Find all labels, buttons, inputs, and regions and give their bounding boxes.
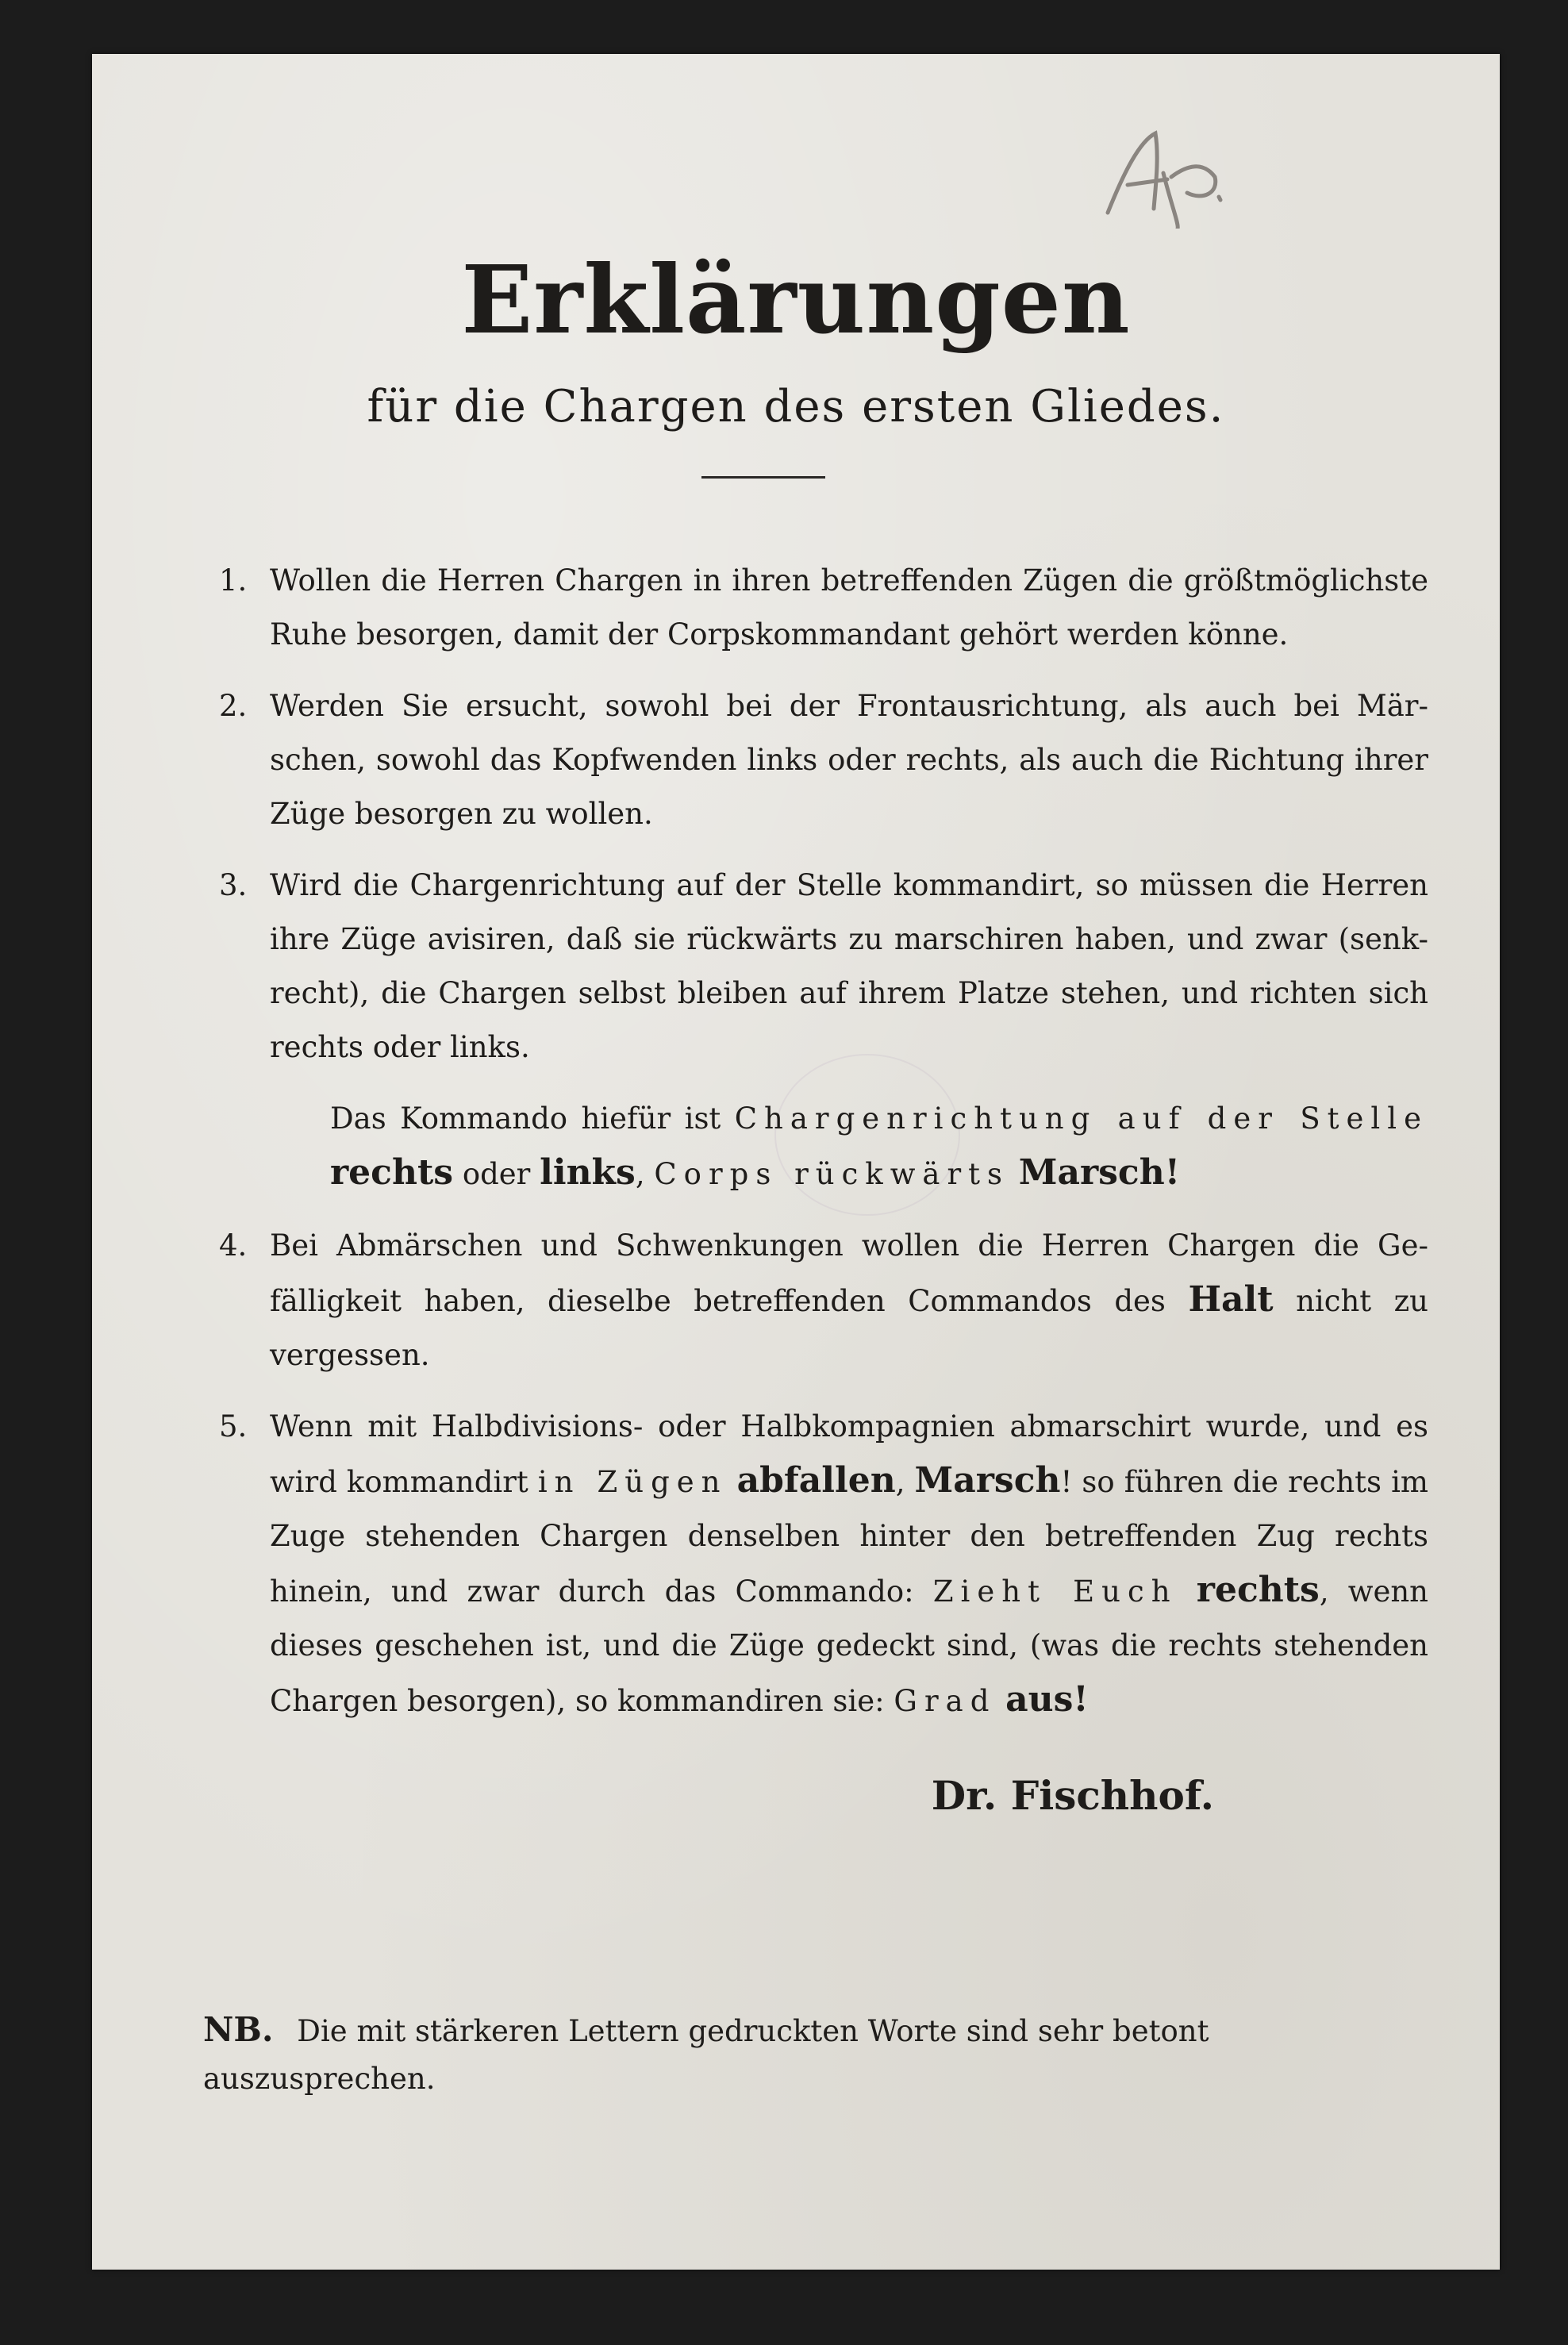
item-text: Wollen die Herren Chargen in ihren betreffenden Zügen die größtmöglichste Ruhe besorgen, damit der Corpskommandant gehört werden könne. — [270, 563, 1428, 652]
document-body — [219, 554, 1428, 1746]
item-number: 3. — [219, 868, 248, 902]
nb-label: NB. — [203, 2010, 274, 2049]
cmd-emphasis: links — [540, 1152, 636, 1193]
item-number: 5. — [219, 1409, 248, 1444]
cmd-text: , — [635, 1157, 645, 1191]
list-item — [219, 859, 1428, 1074]
command-paragraph — [219, 1092, 1428, 1201]
item-text: nicht zu vergessen. — [270, 1284, 1428, 1372]
item-number: 1. — [219, 563, 248, 598]
item-number: 2. — [219, 689, 248, 723]
signature-text: Dr. Fischhof. — [931, 1772, 1214, 1819]
item-number: 4. — [219, 1228, 248, 1263]
cmd-text: Das Kommando hiefür ist — [330, 1101, 721, 1136]
list-item — [219, 1400, 1428, 1728]
item-spaced: Zieht Euch — [932, 1574, 1178, 1609]
cmd-text: oder — [462, 1157, 531, 1191]
page-subtitle: für die Chargen des ersten Gliedes. — [367, 381, 1225, 432]
pencil-note-text: Ap. — [1100, 117, 1101, 118]
item-emphasis: rechts — [1196, 1570, 1320, 1610]
list-item — [219, 1219, 1428, 1382]
cmd-spaced: Chargenrichtung auf der Stelle — [734, 1101, 1428, 1136]
pencil-annotation — [1100, 117, 1243, 229]
item-text: ! so führen die rechts im Zuge stehenden Chargen denselben hinter den betreffenden Zug rechts hinein, und zwar durch das Commando: — [270, 1465, 1428, 1609]
list-item — [219, 679, 1428, 841]
item-emphasis: Halt — [1188, 1279, 1274, 1320]
cmd-emphasis: rechts — [330, 1152, 454, 1193]
document-page — [92, 54, 1500, 2270]
cmd-spaced: Corps rückwärts — [654, 1157, 1009, 1191]
cmd-emphasis: Marsch! — [1018, 1152, 1181, 1193]
item-text: Wird die Chargenrichtung auf der Stelle kommandirt, so müssen die Herren ihre Züge avisiren, daß sie rückwärts zu marschiren haben, und zwar (senk- recht), die Chargen selbst bleiben auf ihrem Platze stehen, und richten sich rechts oder links. — [270, 868, 1428, 1064]
divider — [701, 476, 825, 479]
item-text: Wenn mit Halbdivisions- oder Halbkompagnien abmarschirt wurde, und es wird kommandirt — [270, 1409, 1428, 1499]
item-text: , — [895, 1465, 905, 1499]
item-emphasis: Marsch — [914, 1460, 1061, 1501]
item-spaced: in Zügen — [537, 1465, 728, 1499]
item-text: Bei Abmärschen und Schwenkungen wollen die Herren Chargen die Ge- fälligkeit haben, dieselbe betreffenden Commandos des — [270, 1228, 1428, 1318]
nota-bene — [203, 2006, 1441, 2103]
signature — [92, 1772, 1301, 1819]
item-spaced: Grad — [894, 1684, 997, 1718]
list-item — [219, 554, 1428, 662]
item-text: Werden Sie ersucht, sowohl bei der Frontausrichtung, als auch bei Mär- schen, sowohl das Kopfwenden links oder rechts, als auch die Richtung ihrer Züge besorgen zu wollen. — [270, 689, 1428, 831]
item-emphasis: aus! — [1005, 1679, 1089, 1720]
item-emphasis: abfallen — [736, 1460, 896, 1501]
item-text: , wenn dieses geschehen ist, und die Züge gedeckt sind, (was die rechts stehenden Chargen besorgen), so kommandiren sie: — [270, 1574, 1429, 1718]
page-title: Erklärungen — [461, 244, 1131, 355]
nb-text: Die mit stärkeren Lettern gedruckten Worte sind sehr betont auszusprechen. — [203, 2014, 1209, 2096]
